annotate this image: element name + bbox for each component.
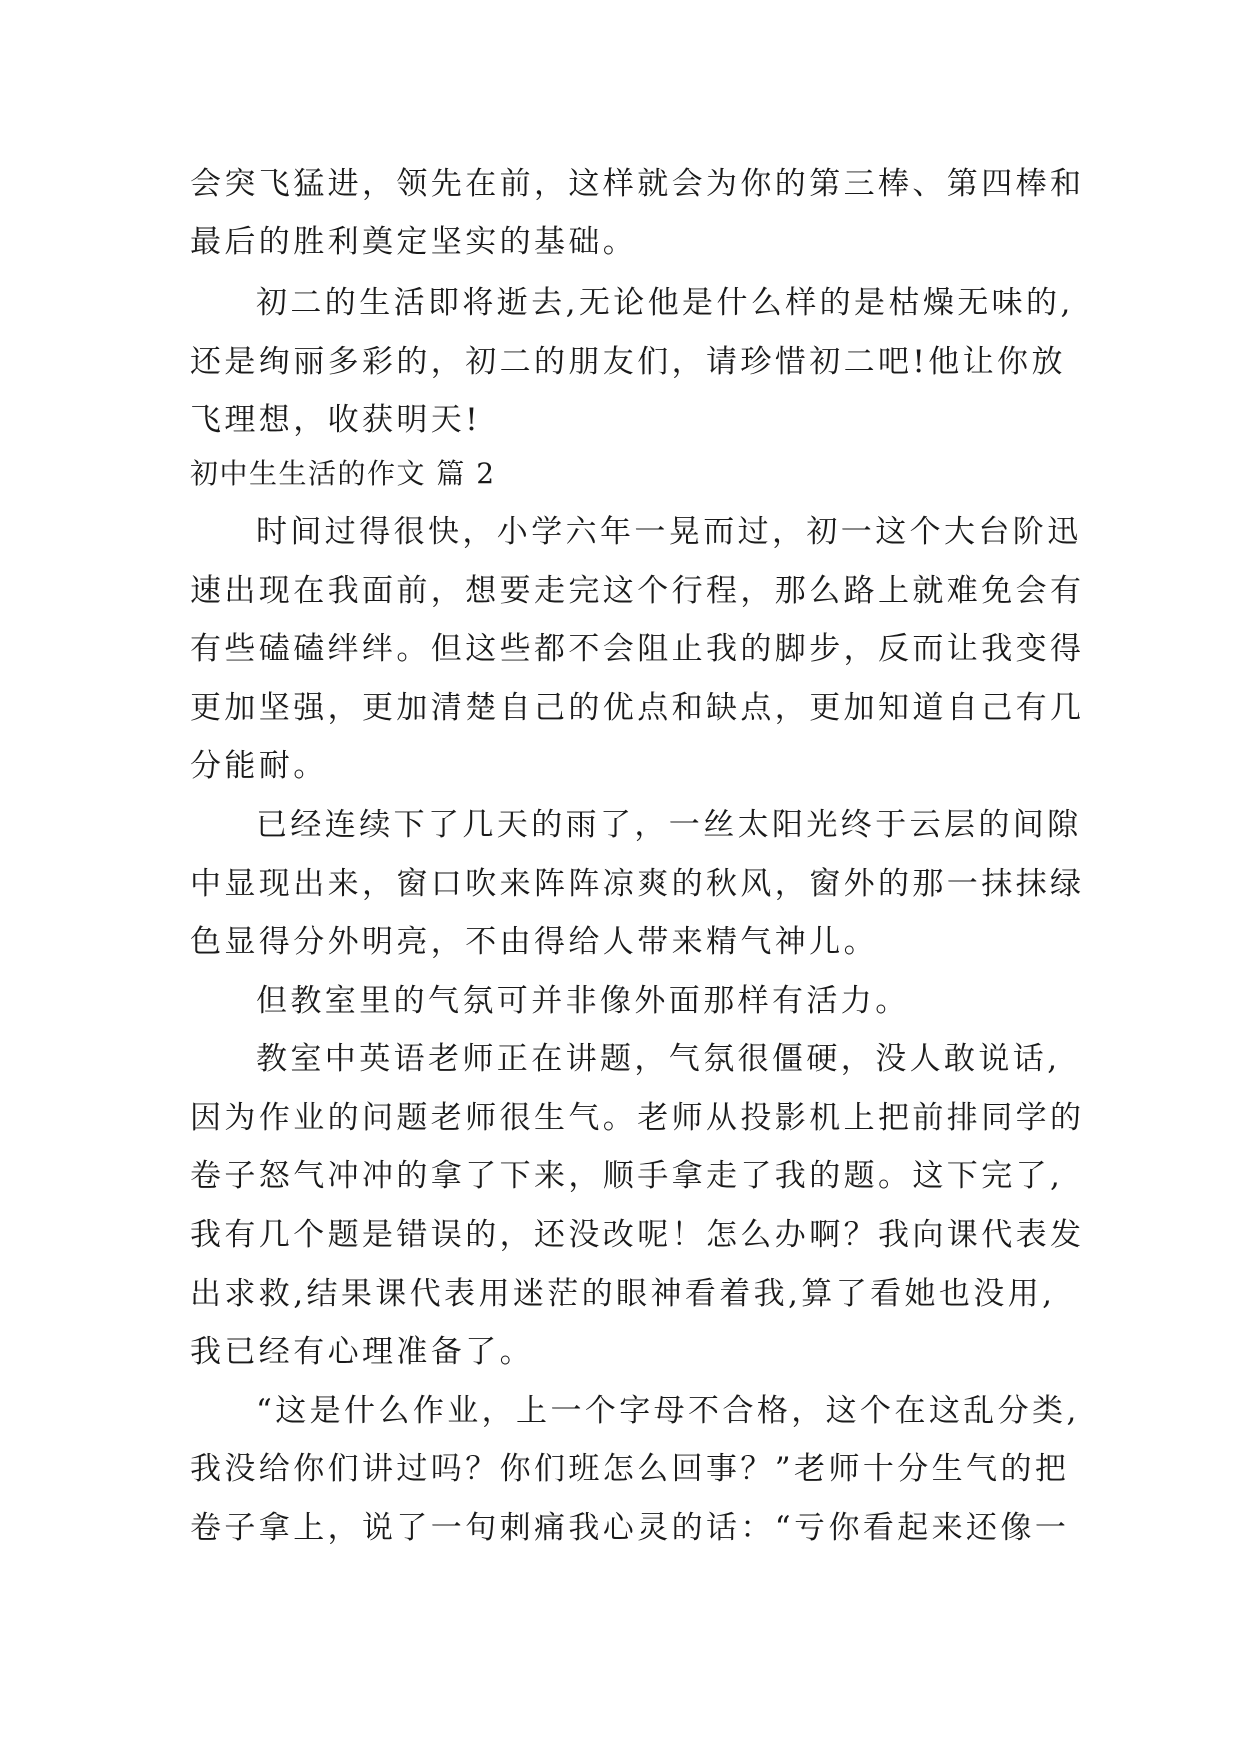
paragraph-7-line-1: “这是什么作业，上一个字母不合格，这个在这乱分类, bbox=[256, 1393, 1080, 1429]
section-heading: 初中生生活的作文 篇 2 bbox=[190, 457, 496, 490]
paragraph-1-line-1: 会突飞猛进，领先在前，这样就会为你的第三棒、第四棒和 bbox=[190, 166, 1085, 202]
paragraph-6-line-6: 我已经有心理准备了。 bbox=[190, 1334, 534, 1370]
paragraph-4-line-1: 已经连续下了几天的雨了，一丝太阳光终于云层的间隙 bbox=[256, 807, 1082, 843]
paragraph-3-line-2: 速出现在我面前，想要走完这个行程，那么路上就难免会有 bbox=[190, 573, 1085, 609]
paragraph-1-line-2: 最后的胜利奠定坚实的基础。 bbox=[190, 224, 638, 260]
paragraph-6-line-5: 出求救,结果课代表用迷茫的眼神看着我,算了看她也没用, bbox=[190, 1276, 1056, 1312]
paragraph-5-line-1: 但教室里的气氛可并非像外面那样有活力。 bbox=[256, 983, 910, 1019]
paragraph-2-line-2: 还是绚丽多彩的，初二的朋友们，请珍惜初二吧!他让你放 bbox=[190, 344, 1066, 380]
paragraph-3-line-5: 分能耐。 bbox=[190, 748, 328, 784]
paragraph-3-line-1: 时间过得很快，小学六年一晃而过，初一这个大台阶迅 bbox=[256, 514, 1082, 550]
paragraph-6-line-3: 卷子怒气冲冲的拿了下来，顺手拿走了我的题。这下完了, bbox=[190, 1158, 1064, 1194]
paragraph-6-line-1: 教室中英语老师正在讲题，气氛很僵硬，没人敢说话, bbox=[256, 1041, 1061, 1077]
paragraph-2-line-3: 飞理想，收获明天! bbox=[190, 402, 482, 438]
paragraph-3-line-3: 有些磕磕绊绊。但这些都不会阻止我的脚步，反而让我变得 bbox=[190, 631, 1085, 667]
paragraph-6-line-2: 因为作业的问题老师很生气。老师从投影机上把前排同学的 bbox=[190, 1100, 1085, 1136]
paragraph-6-line-4: 我有几个题是错误的，还没改呢！怎么办啊？我向课代表发 bbox=[190, 1217, 1085, 1253]
paragraph-2-line-1: 初二的生活即将逝去,无论他是什么样的是枯燥无味的, bbox=[256, 285, 1074, 321]
paragraph-3-line-4: 更加坚强，更加清楚自己的优点和缺点，更加知道自己有几 bbox=[190, 690, 1085, 726]
paragraph-7-line-2: 我没给你们讲过吗？你们班怎么回事？”老师十分生气的把 bbox=[190, 1451, 1070, 1487]
paragraph-4-line-2: 中显现出来，窗口吹来阵阵凉爽的秋风，窗外的那一抹抹绿 bbox=[190, 866, 1085, 902]
paragraph-4-line-3: 色显得分外明亮，不由得给人带来精气神儿。 bbox=[190, 924, 878, 960]
paragraph-7-line-3: 卷子拿上，说了一句刺痛我心灵的话：“亏你看起来还像一 bbox=[190, 1510, 1070, 1546]
